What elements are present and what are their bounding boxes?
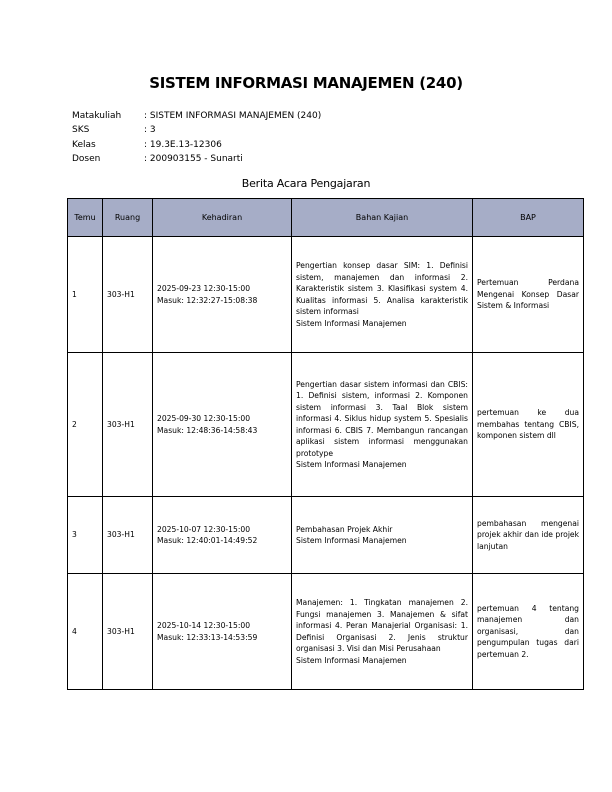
cell-kehadiran <box>153 237 292 353</box>
topic-description: Pembahasan Projek Akhir <box>296 524 393 534</box>
course-info-row <box>72 152 321 166</box>
scheduled-time: 2025-09-30 12:30-15:00 <box>157 414 251 423</box>
topic-course: Sistem Informasi Manajemen <box>296 318 407 328</box>
meta-value: : SISTEM INFORMASI MANAJEMEN (240) <box>144 111 322 121</box>
topic-description: Manajemen: 1. Tingkatan manajemen 2. Fungsi manajemen 3. Manajemen & sifat informasi 4. Peran Manajerial Organisasi: 1. Definisi Organisasi 2. Jenis struktur organisasi 3. Visi dan Misi Perusahaan <box>296 598 468 653</box>
cell-ruang: 303-H1 <box>103 574 153 690</box>
topic-description: Pengertian konsep dasar SIM: 1. Definisi sistem, manajemen dan informasi 2. Karakteristik sistem 3. Klasifikasi system 4. Kualitas informasi 5. Analisa karakteristik sistem informasi <box>296 261 468 316</box>
course-info-row <box>72 109 321 123</box>
column-header-bahan-kajian: Bahan Kajian <box>292 199 473 237</box>
table-row <box>68 574 584 690</box>
cell-kehadiran <box>153 353 292 497</box>
course-info <box>72 109 321 166</box>
cell-bahan-kajian <box>292 574 473 690</box>
course-info-row <box>72 138 321 152</box>
cell-kehadiran <box>153 574 292 690</box>
topic-course: Sistem Informasi Manajemen <box>296 655 407 665</box>
topic-course: Sistem Informasi Manajemen <box>296 460 407 469</box>
cell-kehadiran <box>153 497 292 574</box>
meta-value: : 3 <box>144 125 156 136</box>
cell-bahan-kajian <box>292 497 473 574</box>
cell-ruang: 303-H1 <box>103 497 153 574</box>
meta-label: Matakuliah <box>72 111 122 121</box>
meta-value: : 200903155 - Sunarti <box>144 153 243 164</box>
scheduled-time: 2025-09-23 12:30-15:00 <box>157 284 251 293</box>
cell-bap: pertemuan ke dua membahas tentang CBIS, komponen sistem dll <box>473 353 584 497</box>
column-header-ruang: Ruang <box>103 199 153 237</box>
course-info-row <box>72 123 321 137</box>
section-title: Berita Acara Pengajaran <box>241 177 371 190</box>
column-header-bap: BAP <box>473 199 584 237</box>
topic-course: Sistem Informasi Manajemen <box>296 536 407 545</box>
cell-bahan-kajian <box>292 353 473 497</box>
cell-temu: 4 <box>68 574 103 690</box>
attendance-time: Masuk: 12:32:27-15:08:38 <box>157 295 258 305</box>
cell-ruang: 303-H1 <box>103 353 153 497</box>
scheduled-time: 2025-10-14 12:30-15:00 <box>157 621 251 630</box>
cell-bahan-kajian <box>292 237 473 353</box>
column-header-kehadiran: Kehadiran <box>153 199 292 237</box>
cell-bap: pertemuan 4 tentang manajemen dan organisasi, dan pengumpulan tugas dari pertemuan 2. <box>473 574 584 690</box>
document-title: SISTEM INFORMASI MANAJEMEN (240) <box>149 74 463 92</box>
table-row <box>68 353 584 497</box>
meta-label: Kelas <box>72 139 96 150</box>
column-header-temu: Temu <box>68 199 103 237</box>
topic-description: Pengertian dasar sistem informasi dan CBIS: 1. Definisi sistem, informasi 2. Komponen sistem informasi 3. Taal Blok sistem informasi 4. Siklus hidup system 5. Spesialis informasi 6. CBIS 7. Membangun rancangan aplikasi sistem informasi menggunakan prototype <box>296 379 468 458</box>
meta-label: Dosen <box>72 153 101 164</box>
cell-temu: 2 <box>68 353 103 497</box>
table-row <box>68 497 584 574</box>
teaching-log-table <box>67 198 584 690</box>
cell-temu: 3 <box>68 497 103 574</box>
meta-label: SKS <box>72 125 90 136</box>
attendance-time: Masuk: 12:33:13-14:53:59 <box>157 632 258 642</box>
table-row <box>68 237 584 353</box>
cell-bap: pembahasan mengenai projek akhir dan ide projek lanjutan <box>473 497 584 574</box>
table-header-row <box>68 199 584 237</box>
scheduled-time: 2025-10-07 12:30-15:00 <box>157 524 251 534</box>
cell-bap: Pertemuan Perdana Mengenai Konsep Dasar Sistem & Informasi <box>473 237 584 353</box>
cell-temu: 1 <box>68 237 103 353</box>
meta-value: : 19.3E.13-12306 <box>144 139 222 150</box>
attendance-time: Masuk: 12:48:36-14:58:43 <box>157 425 258 435</box>
cell-ruang: 303-H1 <box>103 237 153 353</box>
attendance-time: Masuk: 12:40:01-14:49:52 <box>157 536 258 545</box>
